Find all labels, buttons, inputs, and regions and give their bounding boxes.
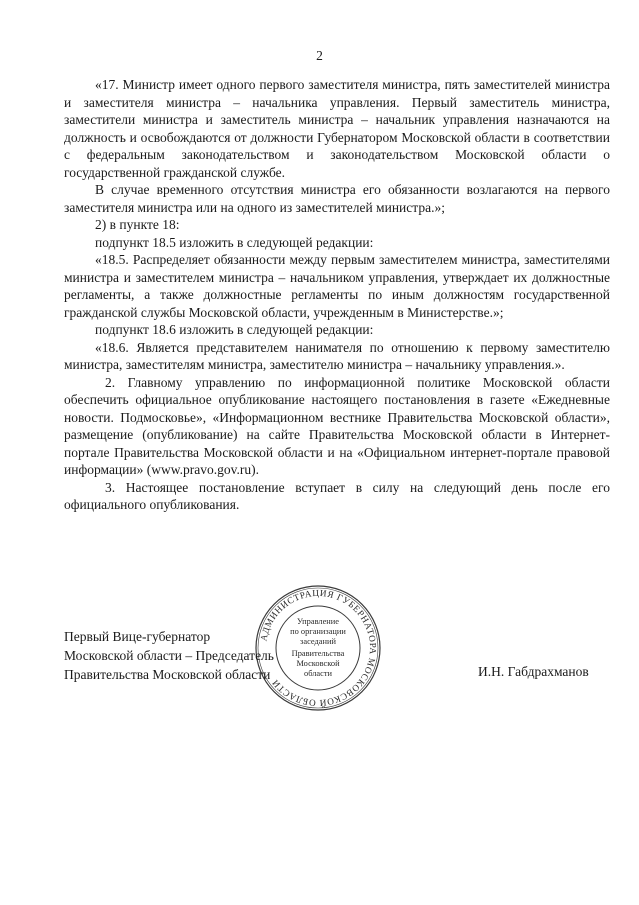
seal-center-line-4: Правительства <box>291 649 345 658</box>
paragraph-subpoint-18-6-intro: подпункт 18.6 изложить в следующей редакции: <box>95 322 374 337</box>
page-number: 2 <box>316 48 323 63</box>
signature-block <box>64 627 274 684</box>
seal-center-line-2: по организации <box>290 627 346 636</box>
paragraph-item-2-publication: 2. Главному управлению по информационной политике Московской области обеспечить официальное опубликование настоящего постановления в газете «Ежедневные новости. Подмосковье», «Информационном вестнике Правительства Московской области», размещение (опубликование) на сайте Правительства Московской области в Интернет-портале Правительства Московской области и на «Официальном интернет-портале правовой информации» (www.pravo.gov.ru). <box>64 374 610 477</box>
seal-center-line-3: заседаний <box>300 637 336 646</box>
paragraph-subpoint-18-5: «18.5. Распределяет обязанности между первым заместителем министра, заместителями министра и заместителем министра – начальником управления, утверждает их должностные регламенты, а также должностные регламенты по иным должностям государственной гражданской службы Московской области, учрежденным в Министерстве.»; <box>64 252 610 320</box>
signatory-position-line-2: Московской области – Председатель <box>64 648 274 663</box>
signatory-position-line-1: Первый Вице-губернатор <box>64 629 211 644</box>
paragraph-item-17-absence: В случае временного отсутствия министра его обязанности возлагаются на первого заместителя министра или на одного из заместителей министра.»; <box>64 182 610 215</box>
paragraph-item-17: «17. Министр имеет одного первого заместителя министра, пять заместителей министра и заместителя министра – начальника управления. Первый заместитель министра, заместители министра и заместитель министра – начальник управления назначаются на должность и освобождаются от должности Губернатором Московской области в соответствии с федеральным законодательством и законодательством Московской области о государственной гражданской службе. <box>64 77 610 180</box>
signatory-name: И.Н. Габдрахманов <box>478 664 589 679</box>
seal-center-line-1: Управление <box>296 617 340 626</box>
signatory-position-line-3: Правительства Московской области <box>64 667 271 682</box>
seal-ring-text: АДМИНИСТРАЦИЯ ГУБЕРНАТОРА МОСКОВСКОЙ ОБЛАСТИ <box>258 587 379 709</box>
seal-center-line-6: области <box>304 669 332 678</box>
paragraph-point-18: 2) в пункте 18: <box>95 217 180 232</box>
paragraph-subpoint-18-5-intro: подпункт 18.5 изложить в следующей редакции: <box>95 234 374 250</box>
seal-center-line-5: Московской <box>296 659 340 668</box>
paragraph-item-3-effective: 3. Настоящее постановление вступает в силу на следующий день после его официального опубликования. <box>64 479 610 512</box>
paragraph-subpoint-18-6: «18.6. Является представителем нанимателя по отношению к первому заместителю министра, заместителям министра, заместителю министра – начальнику управления.». <box>64 339 610 372</box>
document-body <box>64 76 610 514</box>
